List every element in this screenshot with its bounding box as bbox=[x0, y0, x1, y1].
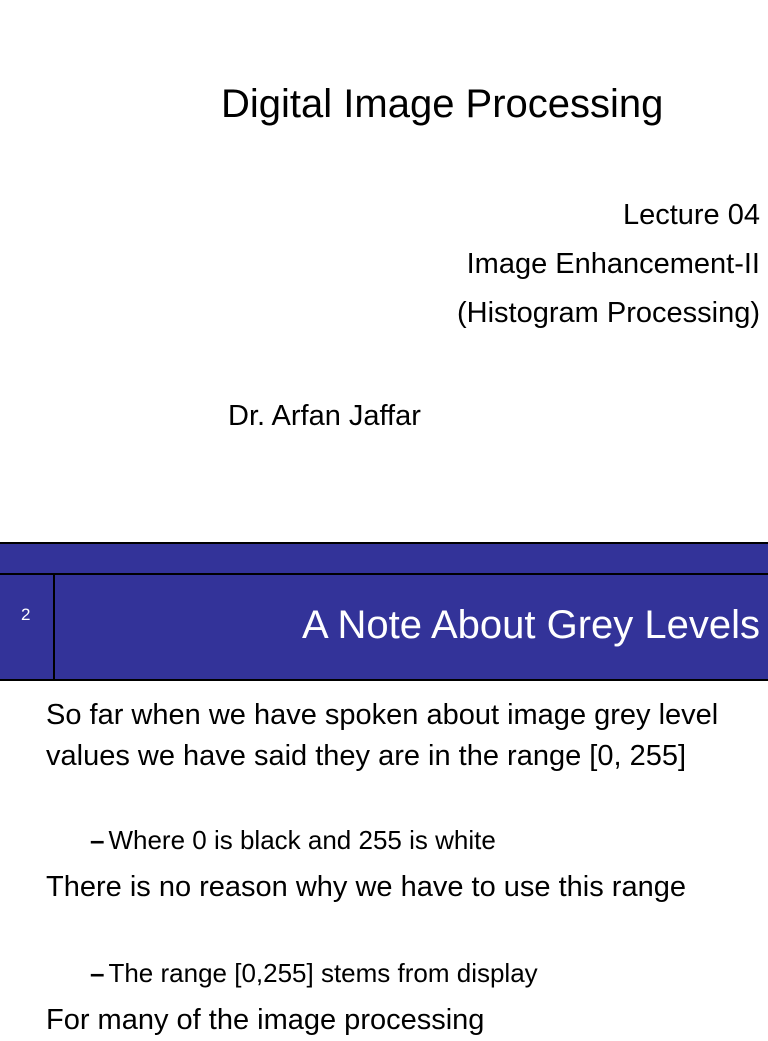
dash-marker: – bbox=[90, 825, 105, 855]
header-title-bar bbox=[0, 575, 768, 681]
sub-bullet-text: The range [0,255] stems from display bbox=[108, 958, 538, 988]
author-name: Dr. Arfan Jaffar bbox=[228, 400, 421, 432]
bullet-2: There is no reason why we have to use this range bbox=[46, 871, 686, 903]
sub-bullet-2 bbox=[90, 958, 538, 989]
bullet-3: For many of the image processing bbox=[46, 1004, 485, 1036]
slide-number: 2 bbox=[21, 605, 31, 624]
lecture-subtopic: (Histogram Processing) bbox=[457, 297, 760, 329]
lecture-topic: Image Enhancement-II bbox=[466, 248, 760, 280]
bullet-1: So far when we have spoken about image grey level values we have said they are in the range [0, 255] bbox=[46, 699, 719, 772]
lecture-number: Lecture 04 bbox=[622, 199, 760, 231]
sub-bullet-1 bbox=[90, 825, 496, 856]
sub-bullet-text: Where 0 is black and 255 is white bbox=[108, 825, 496, 855]
slide-header bbox=[0, 542, 768, 681]
slide-number-box bbox=[0, 575, 55, 679]
slide-heading: A Note About Grey Levels bbox=[301, 603, 760, 647]
header-top-stripe bbox=[0, 542, 768, 575]
slide-title-main: Digital Image Processing bbox=[221, 82, 664, 126]
dash-marker: – bbox=[90, 958, 105, 988]
